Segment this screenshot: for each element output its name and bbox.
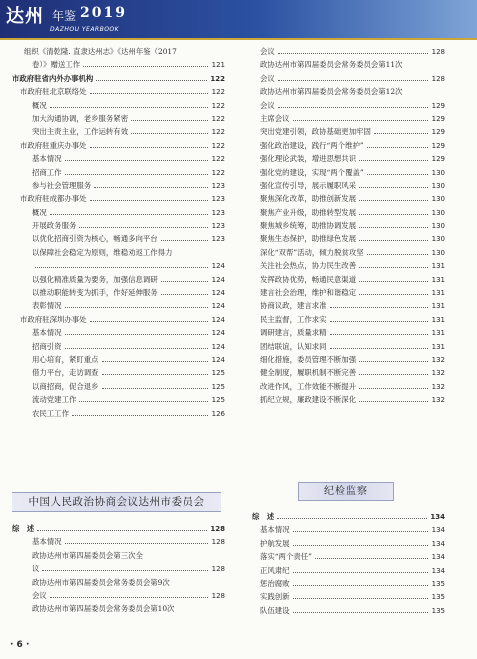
toc-entry-page: 122 [210,74,225,83]
toc-entry-title: 用心培育，紧盯重点 [32,354,99,364]
toc-entry-page: 129 [431,155,445,164]
leader-dots [359,393,428,402]
toc-entry-page: 124 [211,315,225,324]
toc-entry-title: 市政府驻省内外办事机构 [12,73,94,83]
toc-entry-page: 124 [211,342,225,351]
toc-entry-page: 132 [431,369,445,378]
toc-entry[interactable] [252,313,445,326]
toc-entry-title: 加大沟通协调，老乡服务紧密 [32,113,129,123]
leader-dots [359,273,428,282]
toc-entry-page: 122 [211,101,225,110]
toc-entry[interactable] [252,286,445,299]
toc-entry-title: 组织《清乾隆. 直隶达州志》《达州年鉴（2017 [24,47,177,56]
toc-entry-title: 借力平台，走访调查 [32,368,99,378]
toc-entry[interactable] [12,45,225,58]
toc-entry-title: 基本情况 [32,328,62,338]
toc-entry-title: 强化宣传引导，展示履职风采 [260,180,357,190]
toc-entry-page: 122 [211,141,225,150]
toc-entry-page: 128 [431,74,445,83]
toc-entry[interactable] [12,393,225,406]
leader-dots [83,58,208,67]
toc-entry[interactable] [12,232,225,245]
toc-entry-title: 建言社会治理，维护和谐稳定 [260,288,357,298]
toc-entry[interactable] [12,112,225,125]
toc-entry-title: 聚焦城乡统筹，助推协调发展 [260,221,357,231]
toc-entry-page: 134 [431,553,445,562]
toc-entry-page: 122 [211,128,225,137]
toc-entry-page: 134 [431,566,445,575]
toc-entry-page: 131 [431,275,445,284]
toc-entry-title: 综 述 [12,524,35,533]
toc-entry-title: 抓纪立规，廉政建设不断深化 [260,395,357,405]
toc-entry[interactable] [12,522,225,535]
toc-entry[interactable] [12,562,225,575]
toc-entry[interactable] [12,407,225,420]
leader-dots [102,366,208,375]
toc-entry-page: 131 [431,342,445,351]
toc-entry[interactable] [12,179,225,192]
toc-entry-title: 发挥政协优势，畅通民意渠道 [260,274,357,284]
toc-entry-title: 市政府驻重庆办事处 [20,140,87,150]
toc-entry-page: 122 [211,88,225,97]
toc-entry-title: 实践创新 [260,592,290,602]
section-title-cppcc: 中国人民政治协商会议达州市委员会 [12,492,221,512]
toc-entry-page: 131 [431,289,445,298]
toc-entry[interactable] [12,139,225,152]
toc-entry-title: 深化“双帮”活动，倾力脱贫攻坚 [260,247,364,257]
toc-entry[interactable] [12,58,225,71]
toc-entry-title: 概况 [32,207,47,217]
leader-dots [293,564,428,573]
toc-entry-title: 流动党建工作 [32,395,77,405]
leader-dots [293,577,428,586]
page-number: · 6 · [10,640,30,650]
toc-entry-page: 129 [431,101,445,110]
leader-dots [131,125,208,134]
leader-dots [278,45,428,54]
brand-subtitle: 年鉴 [52,9,77,23]
toc-entry-title: 强化政治建设，践行“两个维护” [260,140,364,150]
leader-dots [359,152,428,161]
toc-entry[interactable] [252,179,445,192]
toc-entry[interactable] [252,72,445,85]
toc-entry[interactable] [12,340,225,353]
toc-entry[interactable] [12,219,225,232]
leader-dots [50,206,208,215]
toc-entry-title: 会议 [260,100,275,110]
leader-dots [330,326,428,335]
toc-entry-title: 协商议政，建言求准 [260,301,327,311]
toc-entry-page: 122 [211,168,225,177]
toc-entry-title: 招商工作 [32,167,62,177]
leader-dots [278,99,428,108]
toc-entry-page: 124 [211,275,225,284]
leader-dots [161,286,208,295]
toc-entry-title: 以推动职能转变为抓手，作好延伸服务 [32,288,158,298]
toc-entry[interactable] [12,299,225,312]
toc-entry-page: 124 [211,329,225,338]
toc-entry-page: 126 [211,409,225,418]
leader-dots [293,523,428,532]
toc-entry-page: 130 [431,248,445,257]
toc-entry-title: 民主监督，工作求实 [260,314,327,324]
toc-entry-page: 132 [431,355,445,364]
toc-entry[interactable] [252,510,445,523]
toc-entry-page: 129 [431,114,445,123]
toc-entry-title: 强化理论武装，增进思想共识 [260,154,357,164]
toc-entry-title: 改进作风，工作效能不断提升 [260,381,357,391]
leader-dots [374,125,428,134]
toc-entry-page: 124 [211,262,225,271]
toc-entry-page: 131 [431,315,445,324]
leader-dots [359,366,428,375]
toc-entry[interactable] [12,192,225,205]
leader-dots [65,326,208,335]
toc-entry-page: 134 [431,539,445,548]
toc-entry-page: 132 [431,382,445,391]
leader-dots [359,286,428,295]
leader-dots [65,166,208,175]
toc-entry[interactable] [12,576,225,589]
toc-entry-page: 124 [211,302,225,311]
leader-dots [330,340,428,349]
toc-entry[interactable] [12,206,225,219]
toc-entry[interactable] [12,273,225,286]
toc-entry[interactable] [12,259,225,272]
leader-dots [161,232,208,241]
toc-entry-title: 开展政务服务 [32,221,77,231]
toc-entry-title: 聚焦产业升级，助推转型发展 [260,207,357,217]
leader-dots [72,407,208,416]
toc-entry[interactable] [252,58,445,71]
toc-entry[interactable] [12,353,225,366]
toc-entry-page: 131 [431,262,445,271]
toc-entry-page: 134 [430,513,445,521]
brand-english: DAZHOU YEARBOOK [50,26,120,33]
toc-entry-page: 130 [431,168,445,177]
toc-entry-title: 以强化精准质量为要务，加强信息调研 [32,274,158,284]
toc-entry-title: 参与社会管理服务 [32,180,92,190]
toc-entry[interactable] [12,99,225,112]
toc-entry[interactable] [252,246,445,259]
leader-dots [359,232,428,241]
toc-entry[interactable] [252,259,445,272]
leader-dots [79,219,208,228]
toc-entry-page: 134 [431,526,445,535]
toc-entry-page: 122 [211,114,225,123]
toc-entry-page: 130 [431,208,445,217]
leader-dots [35,259,208,268]
toc-entry-title: 招商引资 [32,341,62,351]
leader-dots [359,192,428,201]
toc-entry-title: 政协达州市第四届委员会第三次全 [32,550,143,560]
toc-entry[interactable] [12,549,225,562]
leader-dots [102,353,208,362]
leader-dots [42,562,208,571]
toc-entry-page: 128 [211,538,225,547]
toc-entry-page: 128 [210,525,225,533]
leader-dots [330,299,428,308]
leader-dots [367,166,428,175]
toc-entry[interactable] [12,380,225,393]
leader-dots [293,112,428,121]
toc-entry-title: 政协达州市第四届委员会常务委员会第12次 [260,87,403,97]
toc-entry-title: 表彰情况 [32,301,62,311]
toc-entry-title: 基本情况 [32,154,62,164]
toc-left-top [12,45,225,420]
brand-logo: 达州 [6,6,44,27]
toc-right-bottom [252,510,445,617]
toc-entry[interactable] [12,326,225,339]
toc-entry-page: 123 [211,208,225,217]
section-title-discipline: 纪检监察 [298,482,394,501]
toc-entry-title: 会议 [32,590,47,600]
leader-dots [367,139,428,148]
leader-dots [50,589,208,598]
toc-entry[interactable] [12,286,225,299]
leader-dots [65,299,208,308]
toc-entry-title: 关注社会热点，协力民生改善 [260,261,357,271]
toc-entry[interactable] [252,366,445,379]
toc-entry-title: 团结联谊，认知求同 [260,341,327,351]
toc-entry[interactable] [252,125,445,138]
toc-entry-page: 123 [211,235,225,244]
leader-dots [90,85,208,94]
leader-dots [359,179,428,188]
toc-entry[interactable] [12,246,225,259]
toc-entry[interactable] [252,139,445,152]
leader-dots [50,99,208,108]
toc-entry-title: 聚焦深化改革，助推创新发展 [260,194,357,204]
toc-entry[interactable] [252,340,445,353]
toc-entry-title: 政协达州市第四届委员会常务委员会第11次 [260,60,403,70]
toc-entry[interactable] [252,166,445,179]
toc-entry-title: 护航发展 [260,538,290,548]
toc-entry[interactable] [252,112,445,125]
toc-entry[interactable] [252,219,445,232]
toc-entry-title: 市政府驻深圳办事处 [20,314,87,324]
toc-entry[interactable] [252,564,445,577]
toc-entry[interactable] [12,166,225,179]
leader-dots [96,72,207,81]
toc-entry-page: 130 [431,222,445,231]
toc-entry-page: 129 [431,141,445,150]
toc-entry-title: 健全制度，履职机制不断完善 [260,368,357,378]
toc-entry-page: 123 [211,181,225,190]
toc-entry-page: 130 [431,181,445,190]
toc-entry-title: 主席会议 [260,113,290,123]
toc-entry[interactable] [12,602,225,615]
toc-entry[interactable] [252,380,445,393]
leader-dots [65,535,208,544]
leader-dots [359,380,428,389]
toc-entry-title: 综 述 [252,512,275,521]
toc-left-bottom [12,522,225,616]
toc-entry-page: 124 [211,355,225,364]
toc-entry-title: 议 [32,564,40,574]
toc-entry-page: 130 [431,235,445,244]
toc-entry-title: 会议 [260,47,275,56]
toc-entry[interactable] [12,85,225,98]
toc-entry-title: 市政府驻成都办事处 [20,194,87,204]
toc-entry[interactable] [252,523,445,536]
leader-dots [90,313,208,322]
toc-entry-page: 135 [431,593,445,602]
toc-entry-title: 以保障社会稳定为原则，维稳劝返工作得力 [32,247,173,257]
toc-entry-page: 124 [211,289,225,298]
toc-entry[interactable] [252,299,445,312]
toc-entry[interactable] [252,326,445,339]
toc-entry-page: 128 [431,48,445,56]
toc-entry-title: 卷）》赠送工作 [32,60,81,70]
toc-entry[interactable] [12,366,225,379]
leader-dots [359,353,428,362]
toc-entry[interactable] [12,589,225,602]
toc-entry[interactable] [252,45,445,58]
toc-entry[interactable] [12,535,225,548]
toc-entry[interactable] [252,152,445,165]
leader-dots [367,246,428,255]
yearbook-header [0,0,477,40]
toc-entry-page: 131 [431,302,445,311]
leader-dots [102,380,208,389]
toc-entry-page: 130 [431,195,445,204]
toc-entry-page: 121 [211,61,225,70]
toc-entry-title: 突出党建引领，政协基础更加牢固 [260,127,371,137]
toc-entry-page: 128 [211,591,225,600]
brand-year: 2019 [80,5,127,21]
toc-entry-title: 落实“两个责任” [260,552,312,562]
toc-entry[interactable] [252,590,445,603]
toc-entry-page: 128 [211,565,225,574]
toc-entry-page: 123 [211,222,225,231]
leader-dots [79,393,208,402]
leader-dots [359,259,428,268]
leader-dots [277,510,427,519]
toc-entry[interactable] [12,72,225,85]
toc-entry-page: 129 [431,128,445,137]
toc-right-top [252,45,445,407]
toc-entry-title: 农民工工作 [32,408,69,418]
toc-entry-page: 135 [431,579,445,588]
toc-entry-title: 以优化招商引资为核心，畅通多向平台 [32,234,158,244]
toc-entry-page: 125 [211,382,225,391]
toc-entry[interactable] [252,577,445,590]
leader-dots [90,139,208,148]
toc-entry[interactable] [252,99,445,112]
leader-dots [278,72,428,81]
toc-entry-title: 会议 [260,73,275,83]
leader-dots [65,340,208,349]
toc-entry[interactable] [252,273,445,286]
toc-entry[interactable] [252,537,445,550]
leader-dots [359,219,428,228]
toc-entry-page: 125 [211,369,225,378]
toc-entry-title: 市政府驻北京联络处 [20,87,87,97]
toc-entry-page: 125 [211,396,225,405]
toc-entry[interactable] [252,550,445,563]
toc-entry-page: 123 [211,195,225,204]
leader-dots [293,604,428,613]
toc-entry[interactable] [12,125,225,138]
leader-dots [131,112,208,121]
leader-dots [37,522,207,531]
toc-entry-title: 基本情况 [260,525,290,535]
toc-entry-title: 概况 [32,100,47,110]
toc-entry[interactable] [12,152,225,165]
toc-entry[interactable] [12,313,225,326]
toc-entry-title: 政协达州市第四届委员会常务委员会第10次 [32,604,175,614]
toc-entry-title: 政协达州市第四届委员会常务委员会第9次 [32,577,170,587]
toc-entry[interactable] [252,353,445,366]
toc-entry-title: 强化党的建设，实现“两个覆盖” [260,167,364,177]
leader-dots [293,537,428,546]
leader-dots [293,590,428,599]
toc-entry[interactable] [252,85,445,98]
toc-entry-title: 正风肃纪 [260,565,290,575]
leader-dots [315,550,428,559]
leader-dots [65,152,208,161]
leader-dots [90,192,208,201]
toc-entry[interactable] [252,393,445,406]
toc-entry-title: 突出主责主业，工作运转有效 [32,127,129,137]
toc-entry-page: 135 [431,606,445,615]
toc-entry-title: 聚焦生态保护，助推绿色发展 [260,234,357,244]
toc-entry-title: 惩治腐败 [260,578,290,588]
toc-entry-title: 队伍建设 [260,605,290,615]
toc-entry[interactable] [252,232,445,245]
leader-dots [330,313,428,322]
toc-entry-title: 调研建言，质量求精 [260,328,327,338]
toc-entry[interactable] [252,604,445,617]
toc-entry-page: 132 [431,396,445,405]
toc-entry-title: 基本情况 [32,537,62,547]
leader-dots [359,206,428,215]
toc-entry-page: 122 [211,155,225,164]
toc-entry-page: 131 [431,329,445,338]
toc-entry-title: 以商招商，促合退乡 [32,381,99,391]
leader-dots [161,273,208,282]
toc-entry[interactable] [252,206,445,219]
leader-dots [94,179,208,188]
toc-entry-title: 细化措施，委员管理不断加强 [260,354,357,364]
toc-entry[interactable] [252,192,445,205]
